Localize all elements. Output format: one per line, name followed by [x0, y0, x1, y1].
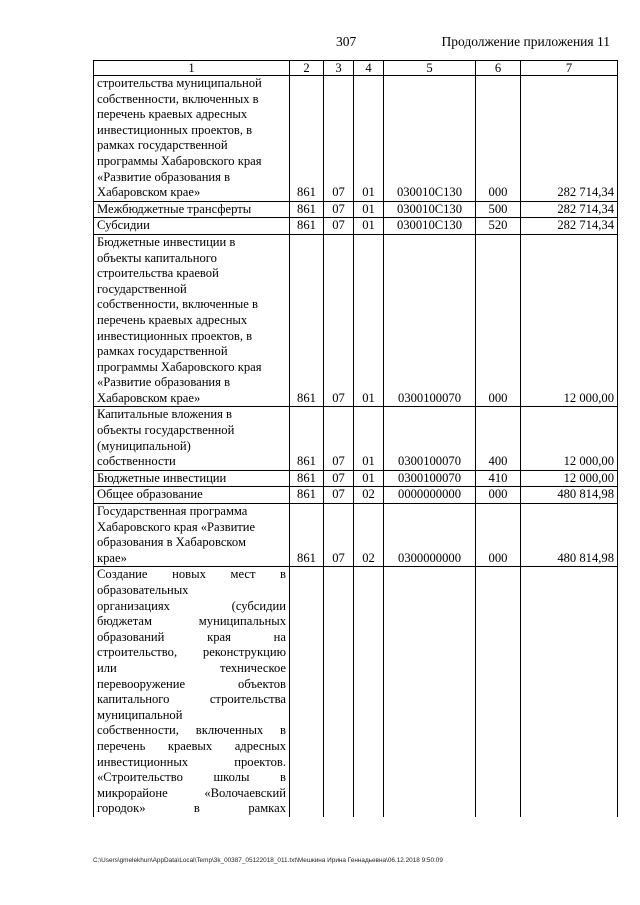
target-article-cell: 030010С130 [384, 76, 476, 202]
section-code-cell: 07 [324, 234, 354, 407]
section-code-cell [324, 567, 354, 817]
section-code-cell: 07 [324, 201, 354, 218]
amount-cell: 282 714,34 [521, 76, 618, 202]
subsection-code-cell: 01 [354, 218, 384, 235]
item-name-line: Общее образование [97, 487, 203, 502]
amount-cell: 480 814,98 [521, 504, 618, 567]
item-name-line: собственности, включенных в [97, 91, 259, 106]
item-name-line: (муниципальной) [97, 438, 191, 453]
grbs-code-cell: 861 [290, 218, 324, 235]
column-header: 1 [94, 61, 290, 76]
expense-type-cell: 000 [476, 487, 521, 504]
item-name-cell [94, 567, 290, 817]
item-name-cell [94, 504, 290, 567]
subsection-code-cell [354, 567, 384, 817]
item-name-line: программы Хабаровского края [97, 359, 262, 374]
item-name-line: перечень краевых адресных [97, 738, 286, 753]
subsection-code-cell: 01 [354, 201, 384, 218]
section-code-cell: 07 [324, 407, 354, 470]
item-name-cell [94, 218, 290, 235]
item-name-line: «Строительство школы в [97, 770, 286, 785]
grbs-code-cell: 861 [290, 201, 324, 218]
table-body [94, 76, 618, 817]
item-name-line: Хабаровского края «Развитие [97, 519, 256, 534]
table-row [94, 76, 618, 202]
section-code-cell: 07 [324, 487, 354, 504]
item-name-line: перечень краевых адресных [97, 107, 248, 122]
item-name-line: бюджетам муниципальных [97, 614, 286, 629]
table-row [94, 201, 618, 218]
expense-type-cell: 410 [476, 470, 521, 487]
page-number: 307 [336, 34, 357, 49]
section-code-cell: 07 [324, 504, 354, 567]
section-code-cell: 07 [324, 76, 354, 202]
column-header: 2 [290, 61, 324, 76]
column-header: 7 [521, 61, 618, 76]
item-name-line: капитального строительства [97, 692, 286, 707]
subsection-code-cell: 01 [354, 76, 384, 202]
item-name-line: перечень краевых адресных [97, 312, 248, 327]
expense-type-cell: 000 [476, 234, 521, 407]
item-name-cell [94, 76, 290, 202]
table-row-continued [94, 567, 618, 817]
amount-cell: 12 000,00 [521, 407, 618, 470]
item-name-line: Субсидии [97, 218, 150, 233]
item-name-line: образовательных [97, 583, 189, 597]
subsection-code-cell: 02 [354, 487, 384, 504]
expense-type-cell: 520 [476, 218, 521, 235]
subsection-code-cell: 01 [354, 470, 384, 487]
item-name-line: Хабаровском крае» [97, 390, 201, 405]
grbs-code-cell: 861 [290, 504, 324, 567]
item-name-line: крае» [97, 550, 127, 565]
expense-type-cell [476, 567, 521, 817]
target-article-cell: 030010С130 [384, 201, 476, 218]
item-name-line: собственности [97, 454, 176, 469]
item-name-line: строительства краевой [97, 266, 219, 281]
item-name-line: инвестиционных проектов. [97, 754, 286, 769]
table-row [94, 487, 618, 504]
target-article-cell: 030010С130 [384, 218, 476, 235]
item-name-line: Бюджетные инвестиции [97, 470, 227, 485]
amount-cell [521, 567, 618, 817]
table-row [94, 234, 618, 407]
appendix-caption: Продолжение приложения 11 [441, 34, 610, 49]
item-name-line: муниципальной [97, 707, 183, 722]
item-name-line: Государственная программа [97, 504, 248, 519]
table-row [94, 504, 618, 567]
budget-table [93, 60, 618, 817]
item-name-line: образования в Хабаровском [97, 535, 246, 550]
grbs-code-cell: 861 [290, 407, 324, 470]
subsection-code-cell: 02 [354, 504, 384, 567]
expense-type-cell: 400 [476, 407, 521, 470]
item-name-line: инвестиционных проектов, в [97, 122, 253, 137]
item-name-cell [94, 470, 290, 487]
item-name-cell [94, 201, 290, 218]
item-name-line: городок» в рамках [97, 801, 286, 816]
target-article-cell: 0300100070 [384, 407, 476, 470]
item-name-line: микрорайоне «Волочаевский [97, 785, 286, 800]
item-name-line: строительство, реконструкцию [97, 645, 286, 660]
item-name-line: инвестиционных проектов, в [97, 328, 253, 343]
amount-cell: 282 714,34 [521, 201, 618, 218]
expense-type-cell: 500 [476, 201, 521, 218]
item-name-cell [94, 234, 290, 407]
column-header: 5 [384, 61, 476, 76]
item-name-line: Хабаровском крае» [97, 185, 201, 200]
item-name-line: перевооружение объектов [97, 676, 286, 691]
item-name-line: Межбюджетные трансферты [97, 201, 252, 216]
target-article-cell: 0300100070 [384, 234, 476, 407]
item-name-line: организациях (субсидии [97, 598, 286, 613]
amount-cell: 282 714,34 [521, 218, 618, 235]
item-name-line: рамках государственной [97, 138, 228, 153]
item-name-line: Капитальные вложения в [97, 407, 233, 422]
grbs-code-cell: 861 [290, 487, 324, 504]
item-name-line: строительства муниципальной [97, 76, 262, 90]
expense-type-cell: 000 [476, 504, 521, 567]
target-article-cell: 0300100070 [384, 470, 476, 487]
amount-cell: 12 000,00 [521, 234, 618, 407]
target-article-cell: 0000000000 [384, 487, 476, 504]
item-name-line: собственности, включенных в [97, 723, 286, 738]
grbs-code-cell: 861 [290, 470, 324, 487]
item-name-line: Бюджетные инвестиции в [97, 234, 236, 249]
item-name-line: Создание новых мест в [97, 567, 286, 582]
item-name-cell [94, 407, 290, 470]
table-row [94, 407, 618, 470]
item-name-line: рамках государственной [97, 344, 228, 359]
amount-cell: 12 000,00 [521, 470, 618, 487]
item-name-line: собственности, включенные в [97, 297, 258, 312]
item-name-line: образований края на [97, 629, 286, 644]
item-name-line: «Развитие образования в [97, 169, 231, 184]
grbs-code-cell: 861 [290, 234, 324, 407]
grbs-code-cell: 861 [290, 76, 324, 202]
amount-cell: 480 814,98 [521, 487, 618, 504]
item-name-line: программы Хабаровского края [97, 153, 262, 168]
target-article-cell [384, 567, 476, 817]
subsection-code-cell: 01 [354, 234, 384, 407]
column-numbers-row [94, 61, 618, 76]
item-name-line: государственной [97, 281, 187, 296]
file-path-footer: C:\Users\gmelekhun\AppData\Local\Temp\3k_00387_05122018_011.txt\Мешкина Ирина Геннадьевна\06.12.2018 9:50:09 [93, 857, 443, 864]
grbs-code-cell [290, 567, 324, 817]
column-header: 4 [354, 61, 384, 76]
target-article-cell: 0300000000 [384, 504, 476, 567]
table-row [94, 470, 618, 487]
item-name-line: объекты государственной [97, 423, 235, 438]
section-code-cell: 07 [324, 218, 354, 235]
item-name-line: объекты капитального [97, 250, 217, 265]
section-code-cell: 07 [324, 470, 354, 487]
subsection-code-cell: 01 [354, 407, 384, 470]
table-row [94, 218, 618, 235]
column-header: 6 [476, 61, 521, 76]
expense-type-cell: 000 [476, 76, 521, 202]
item-name-line: или техническое [97, 660, 286, 675]
item-name-line: «Развитие образования в [97, 375, 231, 390]
item-name-cell [94, 487, 290, 504]
column-header: 3 [324, 61, 354, 76]
